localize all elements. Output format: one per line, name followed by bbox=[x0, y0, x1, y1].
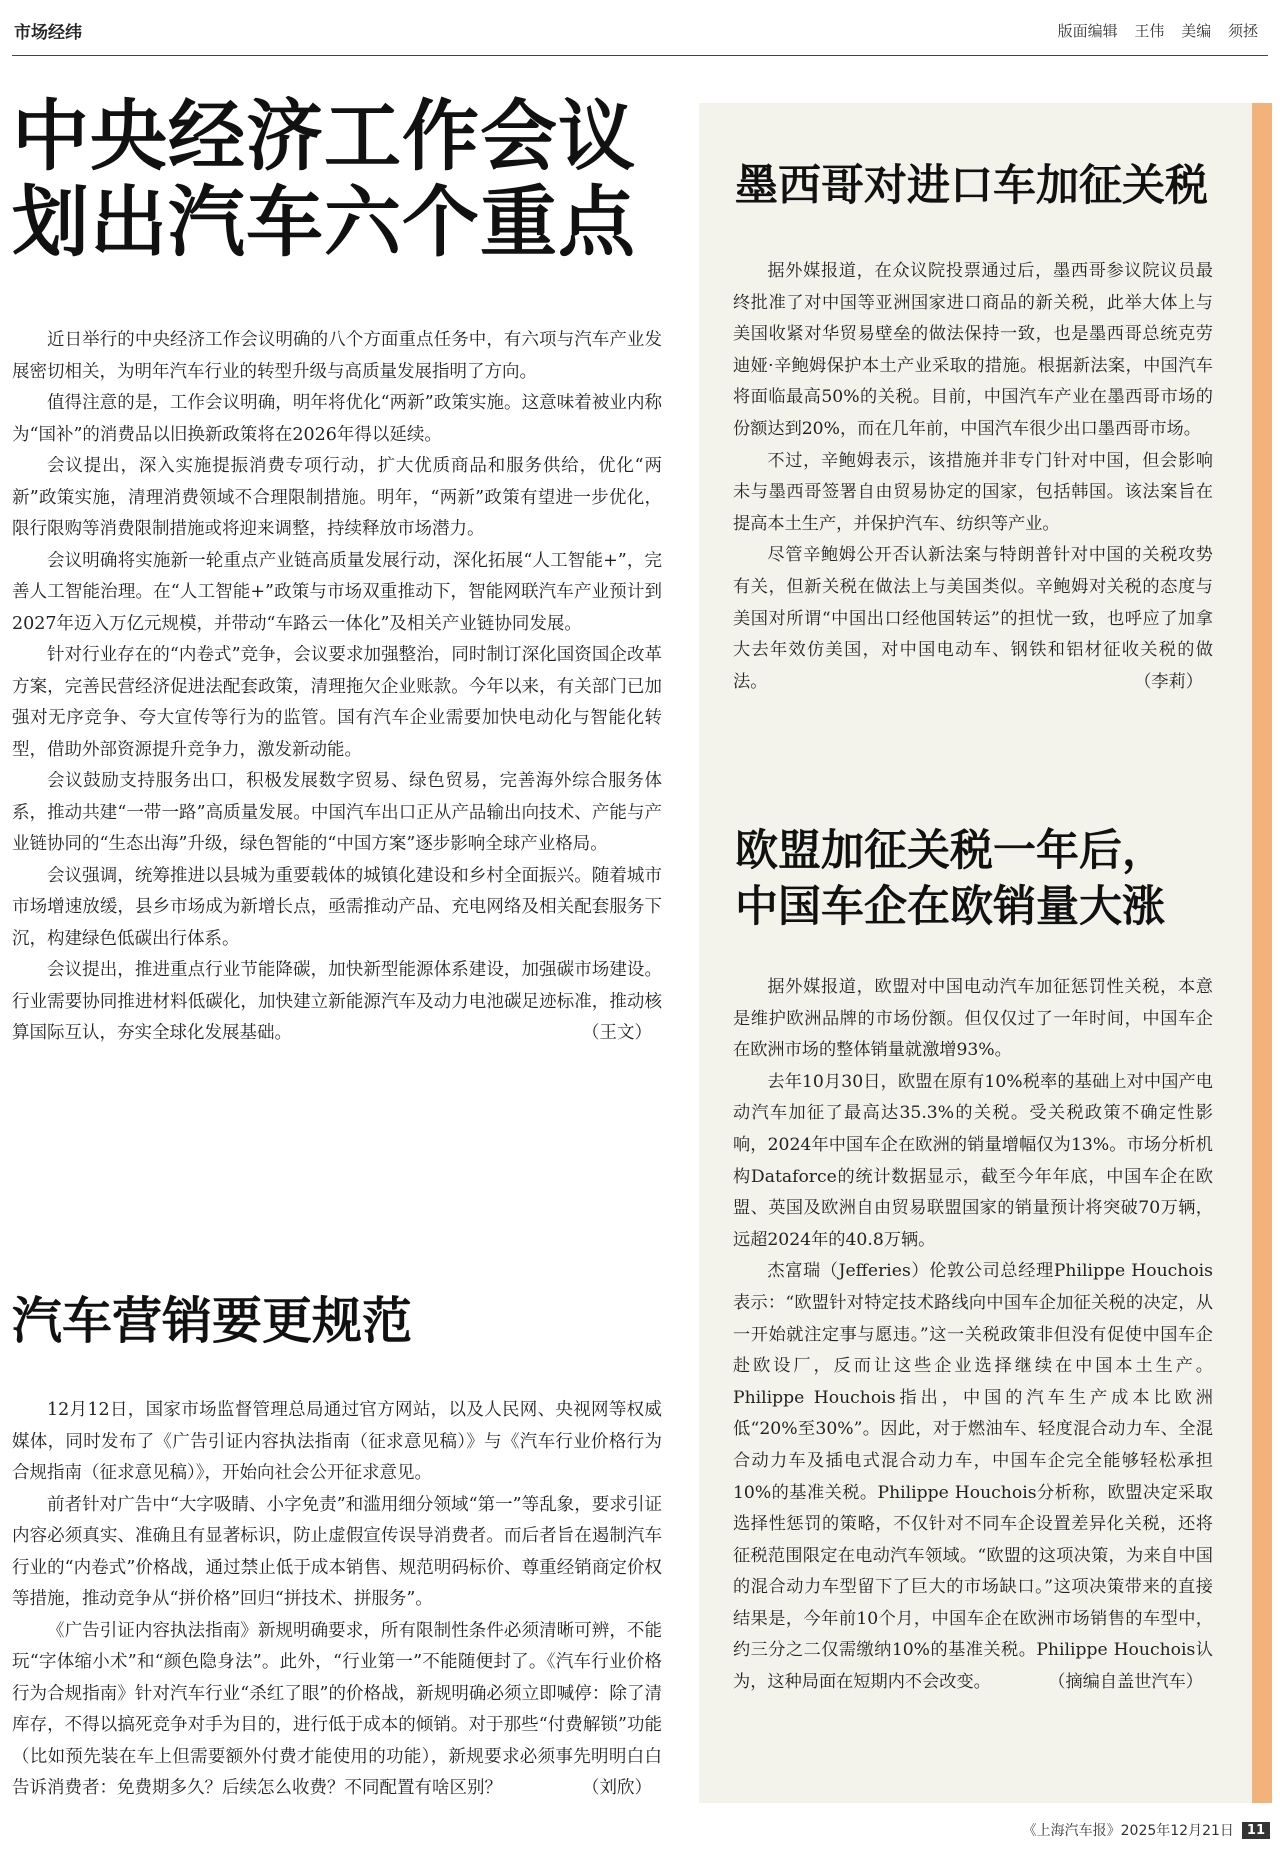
paragraph: 会议明确将实施新一轮重点产业链高质量发展行动，深化拓展“人工智能+”，完善人工智能治理。在“人工智能+”政策与市场双重推动下，智能网联汽车产业预计到2027年迈入万亿元规模，并带动“车路云一体化”及相关产业链协同发展。 bbox=[12, 550, 662, 634]
page-header bbox=[12, 0, 1268, 56]
paragraph: 近日举行的中央经济工作会议明确的八个方面重点任务中，有六项与汽车产业发展密切相关，为明年汽车行业的转型升级与高质量发展指明了方向。 bbox=[12, 330, 662, 382]
sidebar-panel bbox=[699, 103, 1272, 1803]
byline: （李莉） bbox=[1134, 671, 1203, 692]
paragraph bbox=[12, 955, 662, 1050]
headline-line: 中国车企在欧销量大涨 bbox=[735, 882, 1165, 932]
paragraph: 会议鼓励支持服务出口，积极发展数字贸易、绿色贸易，完善海外综合服务体系，推动共建“一带一路”高质量发展。中国汽车出口正从产品输出向技术、产能与产业链协同的“生态出海”升级，绿色智能的“中国方案”逐步影响全球产业格局。 bbox=[12, 771, 662, 854]
paragraph: 去年10月30日，欧盟在原有10%税率的基础上对中国产电动汽车加征了最高达35.3%的关税。受关税政策不确定性影响，2024年中国车企在欧洲的销量增幅仅为13%。市场分析机构Dataforce的统计数据显示，截至今年年底，中国车企在欧盟、英国及欧洲自由贸易联盟国家的销量预计将突破70万辆，远超2024年的40.8万辆。 bbox=[733, 1071, 1213, 1250]
paragraph: 会议强调，统筹推进以县城为重要载体的城镇化建设和乡村全面振兴。随着城市市场增速放缓，县乡市场成为新增长点，亟需推动产品、充电网络及相关配套服务下沉，构建绿色低碳出行体系。 bbox=[12, 865, 662, 949]
paragraph: 据外媒报道，在众议院投票通过后，墨西哥参议院议员最终批准了对中国等亚洲国家进口商品的新关税，此举大体上与美国收紧对华贸易壁垒的做法保持一致，也是墨西哥总统克劳迪娅·辛鲍姆保护本土产业采取的措施。根据新法案，中国汽车将面临最高50%的关税。目前，中国汽车产业在墨西哥市场的份额达到20%，而在几年前，中国汽车很少出口墨西哥市场。 bbox=[733, 261, 1213, 439]
headline-line: 划出汽车六个重点 bbox=[12, 179, 636, 268]
credit-label-editor: 版面编辑 bbox=[1057, 22, 1118, 40]
paragraph-text: 《广告引证内容执法指南》新规明确要求，所有限制性条件必须清晰可辨，不能玩“字体缩小术”和“颜色隐身法”。此外，“行业第一”不能随便封了。《汽车行业价格行为合规指南》针对汽车行业“杀红了眼”的价格战，新规明确必须立即喊停：除了清库存，不得以搞死竞争对手为目的，进行低于成本的倾销。对于那些“付费解锁”功能（比如预先装在车上但需要额外付费才能使用的功能），新规要求必须事先明明白白告诉消费者：免费期多久？后续怎么收费？不同配置有啥区别？ bbox=[12, 1620, 662, 1798]
paragraph bbox=[733, 1256, 1213, 1698]
paragraph: 会议提出，深入实施提振消费专项行动，扩大优质商品和服务供给，优化“两新”政策实施，清理消费领域不合理限制措施。明年，“两新”政策有望进一步优化，限行限购等消费限制措施或将迎来调整，持续释放市场潜力。 bbox=[12, 456, 662, 539]
section-name: 市场经纬 bbox=[14, 23, 82, 43]
byline: （摘编自盖世汽车） bbox=[1048, 1672, 1203, 1693]
credit-name-editor: 王伟 bbox=[1134, 22, 1165, 40]
left-column bbox=[12, 93, 662, 1798]
sidebar-article1-headline: 墨西哥对进口车加征关税 bbox=[735, 161, 1208, 211]
headline-line: 中央经济工作会议 bbox=[12, 93, 636, 182]
paragraph: 不过，辛鲍姆表示，该措施并非专门针对中国，但会影响未与墨西哥签署自由贸易协定的国家，包括韩国。该法案旨在提高本土生产，并保护汽车、纺织等产业。 bbox=[733, 450, 1213, 534]
article2-headline: 汽车营销要更规范 bbox=[12, 1292, 412, 1350]
sidebar-article1-body bbox=[733, 256, 1213, 698]
paragraph-text: 会议提出，推进重点行业节能降碳，加快新型能源体系建设，加强碳市场建设。行业需要协同推进材料低碳化，加快建立新能源汽车及动力电池碳足迹标准，推动核算国际互认，夯实全球化发展基础。 bbox=[12, 960, 662, 1043]
paragraph: 值得注意的是，工作会议明确，明年将优化“两新”政策实施。这意味着被业内称为“国补”的消费品以旧换新政策将在2026年得以延续。 bbox=[12, 393, 662, 445]
paragraph-text: 杰富瑞（Jefferies）伦敦公司总经理Philippe Houchois表示：“欧盟针对特定技术路线向中国车企加征关税的决定，从一开始就注定事与愿违。”这一关税政策非但没有促使中国车企赴欧设厂，反而让这些企业选择继续在中国本土生产。Philippe Houchois指出，中国的汽车生产成本比欧洲低“20%至30%”。因此，对于燃油车、轻度混合动力车、全混合动力车及插电式混合动力车，中国车企完全能够轻松承担10%的基准关税。Philippe Houchois分析称，欧盟决定采取选择性惩罚的策略，不仅针对不同车企设置差异化关税，还将征税范围限定在电动汽车领域。“欧盟的这项决策，为来自中国的混合动力车型留下了巨大的市场缺口。”这项决策带来的直接结果是，今年前10个月，中国车企在欧洲市场销售的车型中，约三分之二仅需缴纳10%的基准关税。Philippe Houchois认为，这种局面在短期内不会改变。 bbox=[733, 1261, 1213, 1693]
paragraph bbox=[12, 1616, 662, 1805]
credit-name-design: 须拯 bbox=[1227, 22, 1258, 40]
publication-date: 《上海汽车报》2025年12月21日 bbox=[1022, 1823, 1234, 1839]
sidebar-article2-headline bbox=[735, 823, 1165, 935]
article1-body bbox=[12, 325, 662, 1050]
paragraph: 前者针对广告中“大字吸睛、小字免责”和滥用细分领域“第一”等乱象，要求引证内容必须真实、准确且有显著标识，防止虚假宣传误导消费者。而后者旨在遏制汽车行业的“内卷式”价格战，通过禁止低于成本销售、规范明码标价、尊重经销商定价权等措施，推动竞争从“拼价格”回归“拼技术、拼服务”。 bbox=[12, 1494, 662, 1609]
paragraph bbox=[733, 540, 1213, 698]
page-number: 11 bbox=[1242, 1822, 1270, 1839]
editor-credits bbox=[1058, 20, 1258, 41]
paragraph: 针对行业存在的“内卷式”竞争，会议要求加强整治，同时制订深化国资国企改革方案，完善民营经济促进法配套政策，清理拖欠企业账款。今年以来，有关部门已加强对无序竞争、夸大宣传等行为的监管。国有汽车企业需要加快电动化与智能化转型，借助外部资源提升竞争力，激发新动能。 bbox=[12, 645, 662, 760]
page-footer bbox=[1023, 1820, 1270, 1840]
paragraph: 12月12日，国家市场监督管理总局通过官方网站，以及人民网、央视网等权威媒体，同时发布了《广告引证内容执法指南（征求意见稿）》与《汽车行业价格行为合规指南（征求意见稿）》，开始向社会公开征求意见。 bbox=[12, 1400, 662, 1483]
article2-body bbox=[12, 1395, 662, 1805]
sidebar-article2-body bbox=[733, 972, 1213, 1699]
article1-headline bbox=[12, 95, 662, 267]
byline: （王文） bbox=[582, 1023, 652, 1043]
paragraph: 据外媒报道，欧盟对中国电动汽车加征惩罚性关税，本意是维护欧洲品牌的市场份额。但仅仅过了一年时间，中国车企在欧洲市场的整体销量就激增93%。 bbox=[733, 977, 1213, 1061]
headline-line: 欧盟加征关税一年后， bbox=[735, 826, 1165, 876]
sidebar-accent-stripe bbox=[1252, 103, 1272, 1803]
byline: （刘欣） bbox=[582, 1778, 652, 1798]
paragraph-text: 尽管辛鲍姆公开否认新法案与特朗普针对中国的关税攻势有关，但新关税在做法上与美国类似。辛鲍姆对关税的态度与美国对所谓“中国出口经他国转运”的担忧一致，也呼应了加拿大去年效仿美国，对中国电动车、钢铁和铝材征收关税的做法。 bbox=[733, 545, 1213, 692]
credit-label-design: 美编 bbox=[1181, 22, 1212, 40]
